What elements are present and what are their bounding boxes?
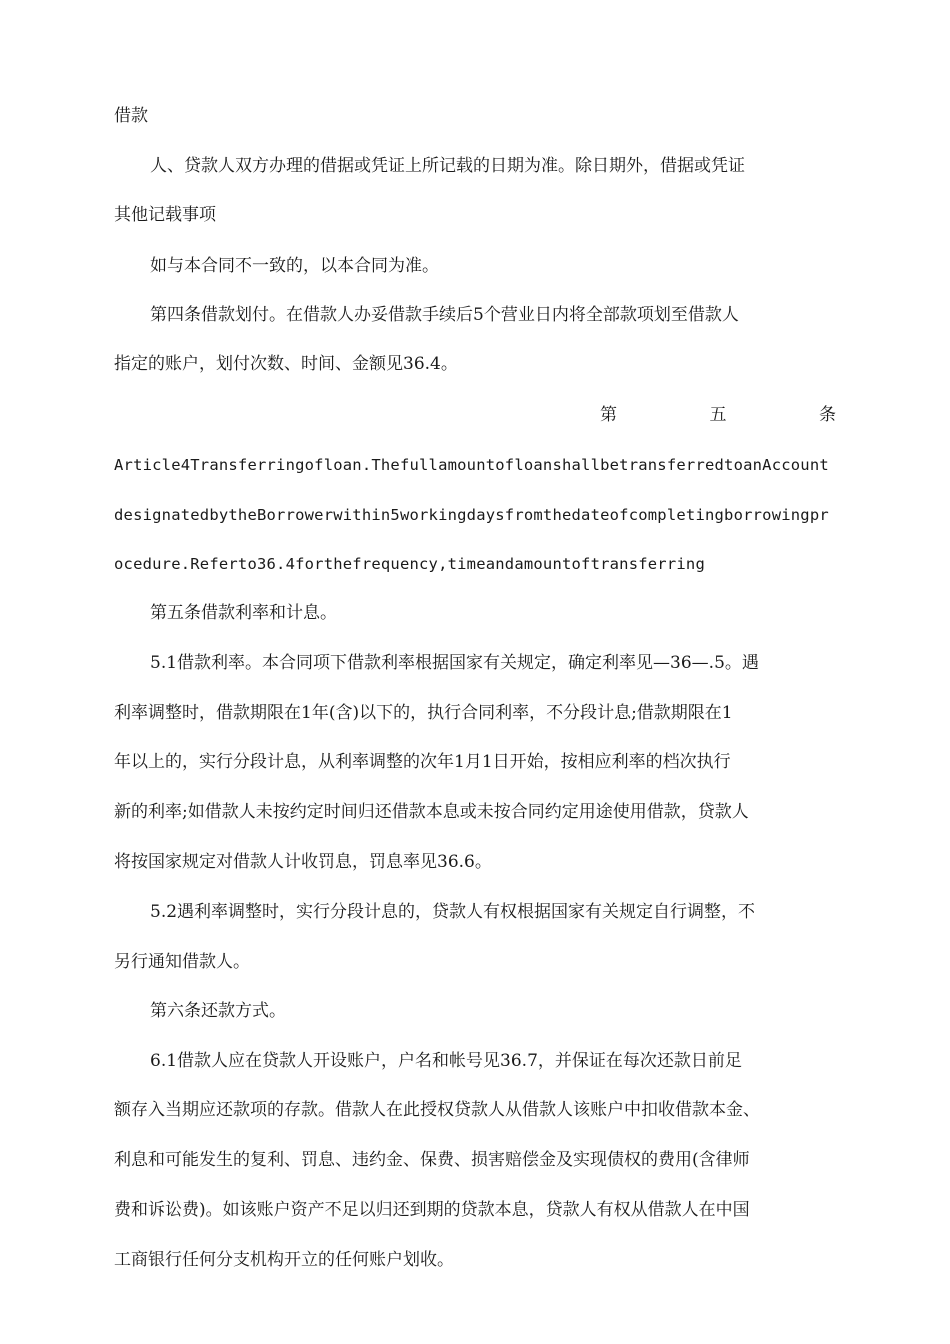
heading-char: 条 — [819, 405, 836, 425]
text-line: 新的利率;如借款人未按约定时间归还借款本息或未按合同约定用途使用借款，贷款人 — [114, 802, 749, 822]
text-line: 年以上的，实行分段计息，从利率调整的次年1月1日开始，按相应利率的档次执行 — [114, 752, 731, 772]
text-line: 指定的账户，划付次数、时间、金额见36.4。 — [114, 354, 458, 374]
english-text-line: Article4Transferringofloan.ThefullamountofloanshallbetransferredtoanAccount — [114, 456, 829, 474]
text-line: 额存入当期应还款项的存款。借款人在此授权贷款人从借款人该账户中扣收借款本金、 — [114, 1100, 760, 1120]
text-line: 5.1借款利率。本合同项下借款利率根据国家有关规定，确定利率见—36—.5。遇 — [150, 653, 759, 673]
article-heading — [600, 403, 836, 427]
text-line: 其他记载事项 — [114, 205, 216, 225]
text-line: 另行通知借款人。 — [114, 952, 250, 972]
text-line: 6.1借款人应在贷款人开设账户，户名和帐号见36.7，并保证在每次还款日前足 — [150, 1051, 742, 1071]
text-line: 如与本合同不一致的，以本合同为准。 — [150, 256, 439, 276]
heading-char: 五 — [709, 405, 727, 425]
english-text-line: designatedbytheBorrowerwithin5workingdaysfromthedateofcompletingborrowingpr — [114, 506, 829, 524]
section-title: 第五条借款利率和计息。 — [150, 603, 337, 623]
text-line: 费和诉讼费)。如该账户资产不足以归还到期的贷款本息，贷款人有权从借款人在中国 — [114, 1200, 750, 1220]
text-line: 将按国家规定对借款人计收罚息，罚息率见36.6。 — [114, 852, 492, 872]
text-line: 人、贷款人双方办理的借据或凭证上所记载的日期为准。除日期外，借据或凭证 — [150, 156, 745, 176]
text-line: 5.2遇利率调整时，实行分段计息的，贷款人有权根据国家有关规定自行调整，不 — [150, 902, 756, 922]
text-line: 第四条借款划付。在借款人办妥借款手续后5个营业日内将全部款项划至借款人 — [150, 305, 739, 325]
english-text-line: ocedure.Referto36.4forthefrequency,timeandamountoftransferring — [114, 555, 705, 573]
text-line: 工商银行任何分支机构开立的任何账户划收。 — [114, 1250, 454, 1270]
heading-char: 第 — [600, 405, 617, 425]
text-line: 利息和可能发生的复利、罚息、违约金、保费、损害赔偿金及实现债权的费用(含律师 — [114, 1150, 750, 1170]
section-title: 第六条还款方式。 — [150, 1001, 286, 1021]
text-line: 借款 — [114, 106, 148, 126]
text-line: 利率调整时，借款期限在1年(含)以下的，执行合同利率，不分段计息;借款期限在1 — [114, 703, 733, 723]
